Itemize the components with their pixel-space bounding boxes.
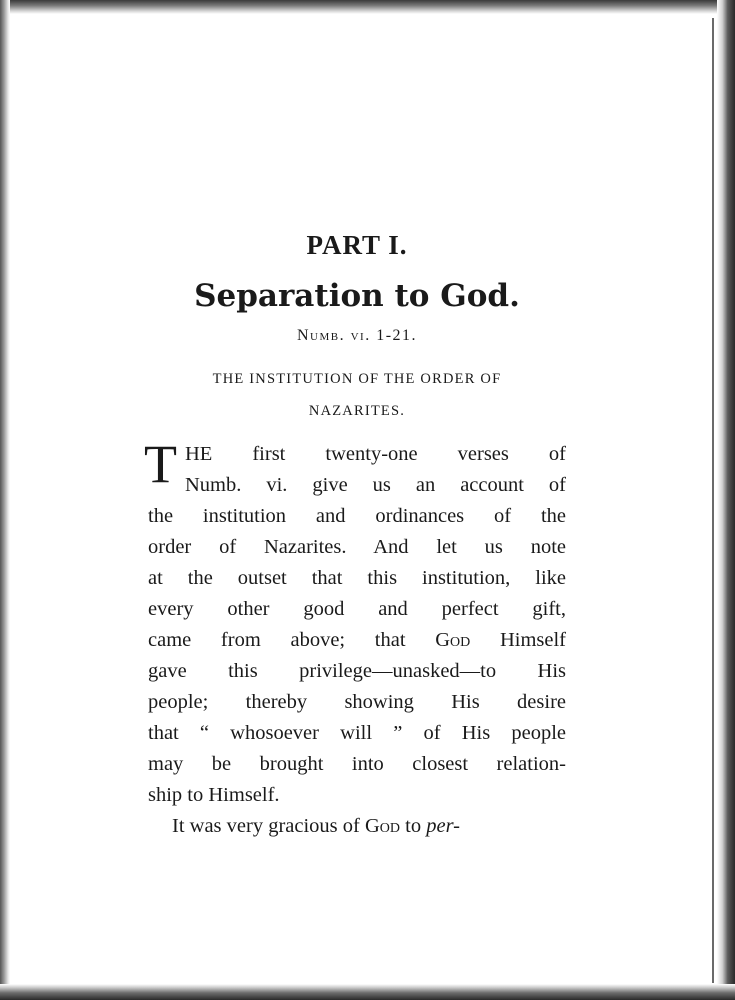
scripture-reference: Numb. vi. 1-21.: [296, 327, 418, 344]
drop-cap: T: [144, 434, 177, 494]
paragraph-line: people; thereby showing His desire: [148, 691, 566, 713]
paragraph-line: ship to Himself.: [148, 784, 280, 806]
scan-edge-right: [717, 0, 735, 1000]
god-word: God: [364, 815, 401, 837]
scan-edge-top: [0, 0, 735, 14]
section-heading-line-2: NAZARITES.: [308, 403, 406, 419]
god-word: God: [435, 629, 471, 651]
paragraph-2: [148, 811, 566, 842]
line-text: came from above; that: [148, 629, 406, 651]
line-text: It was very gracious of: [172, 815, 360, 837]
section-heading-line-1: THE INSTITUTION OF THE ORDER OF: [212, 371, 502, 387]
paragraph-line: that “ whosoever will ” of His people: [148, 722, 566, 744]
scan-edge-left: [0, 0, 10, 1000]
paragraph-line: [148, 811, 566, 842]
line-text: Himself: [499, 629, 566, 651]
paragraph-line: order of Nazarites. And let us note: [148, 536, 566, 558]
paragraph-line: every other good and perfect gift,: [148, 598, 566, 620]
paragraph-line: gave this privilege—unasked—to His: [148, 660, 566, 682]
paragraph-line: the institution and ordinances of the: [148, 505, 566, 527]
part-title: PART I.: [306, 230, 408, 260]
chapter-title: Separation to God.: [194, 278, 520, 314]
scan-page-edge-line: [712, 18, 714, 983]
paragraph-line: HE first twenty-one verses of: [185, 443, 566, 465]
line-text: to: [405, 815, 422, 837]
scan-edge-bottom: [0, 984, 735, 1000]
paragraph-line: Numb. vi. give us an account of: [185, 474, 566, 496]
book-page: [144, 225, 566, 842]
section-heading: [148, 363, 566, 427]
paragraph-line: [148, 625, 566, 656]
paragraph-1: [144, 434, 566, 811]
line-text-italic: per-: [426, 815, 460, 837]
paragraph-line: at the outset that this institution, like: [148, 567, 566, 589]
paragraph-line: may be brought into closest relation-: [148, 753, 566, 775]
